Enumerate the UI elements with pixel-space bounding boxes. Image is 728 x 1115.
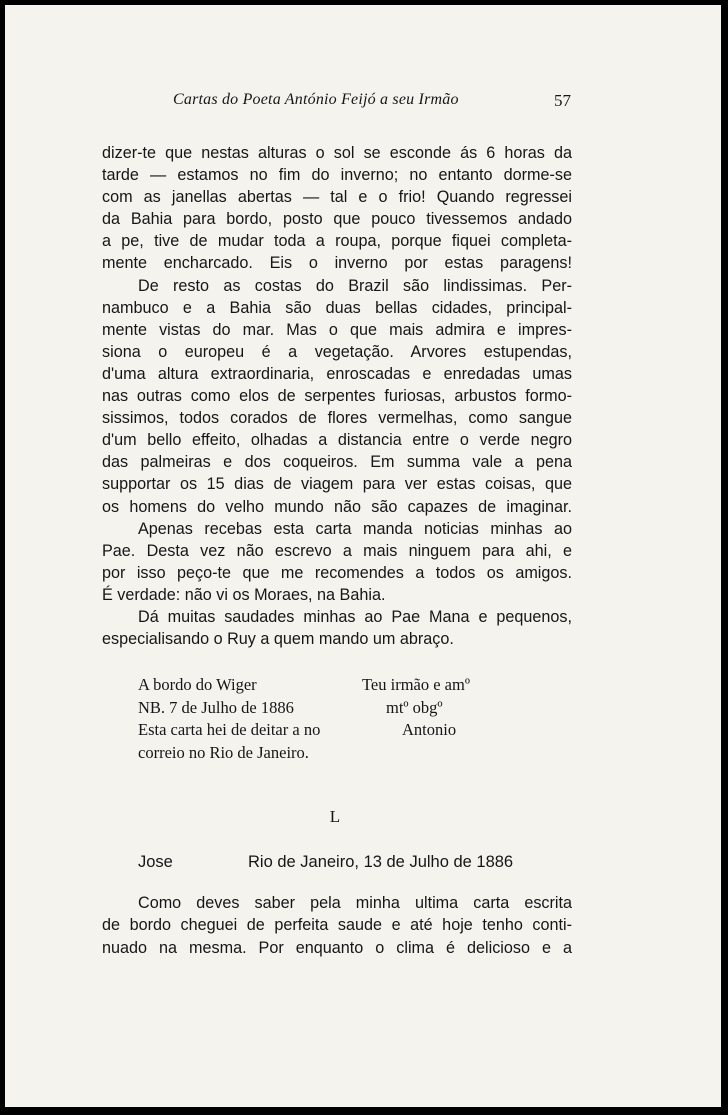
signoff-line: NB. 7 de Julho de 1886 bbox=[138, 697, 294, 717]
signoff-signature bbox=[362, 674, 562, 742]
text-line: nambuco e a Bahia são duas bellas cidades, principal- bbox=[102, 298, 572, 317]
text-line: De resto as costas do Brazil são lindissimas. Per- bbox=[138, 276, 572, 295]
text-line: d'uma altura extraordinaria, enroscadas e enredadas umas bbox=[102, 364, 572, 383]
text-line: os homens do velho mundo não são capazes de imaginar. bbox=[102, 497, 572, 516]
signoff-place-date bbox=[138, 674, 368, 764]
text-line: nuado na mesma. Por enquanto o clima é delicioso e a bbox=[102, 938, 572, 957]
text-line: por isso peço-te que me recomendes a todos os amigos. bbox=[102, 563, 572, 582]
text-line: Apenas recebas esta carta manda noticias minhas ao bbox=[138, 519, 572, 538]
text-line: Como deves saber pela minha ultima carta escrita bbox=[138, 894, 572, 912]
text-line: nas outras como elos de serpentes furiosas, arbustos formo- bbox=[102, 387, 572, 406]
signoff-line: Esta carta hei de deitar a no bbox=[138, 720, 321, 739]
text-line: mente encharcado. Eis o inverno por estas paragens! bbox=[102, 254, 572, 273]
letter-place-date: Rio de Janeiro, 13 de Julho de 1886 bbox=[248, 853, 514, 871]
signoff-line: Teu irmão e amº bbox=[362, 675, 470, 694]
text-line: a pe, tive de mudar toda a roupa, porque fiquei completa- bbox=[102, 232, 572, 251]
text-line: de bordo cheguei de perfeita saude e até hoje tenho conti- bbox=[102, 916, 572, 935]
letter-number: L bbox=[329, 807, 341, 826]
text-line: especialisando o Ruy a quem mando um abraço. bbox=[102, 630, 454, 649]
text-line: das palmeiras e dos coqueiros. Em summa vale a pena bbox=[102, 453, 572, 472]
text-line: siona o europeu é a vegetação. Arvores estupendas, bbox=[102, 342, 572, 361]
letter-recipient: Jose bbox=[138, 853, 173, 871]
text-line: dizer-te que nestas alturas o sol se esconde ás 6 horas da bbox=[102, 144, 572, 162]
signoff-line: A bordo do Wiger bbox=[138, 675, 257, 694]
book-page bbox=[5, 5, 721, 1107]
signoff-line: Antonio bbox=[402, 720, 457, 739]
text-line: tarde — estamos no fim do inverno; no entanto dorme-se bbox=[102, 166, 572, 185]
text-line: d'um bello effeito, olhadas a distancia entre o verde negro bbox=[102, 431, 572, 450]
text-line: supportar os 15 dias de viagem para ver estas coisas, que bbox=[102, 475, 572, 494]
letter-body-continued bbox=[102, 142, 572, 650]
text-line: Pae. Desta vez não escrevo a mais ninguem para ahi, e bbox=[102, 541, 572, 560]
text-line: com as janellas abertas — tal e o frio! Quando regressei bbox=[102, 188, 572, 207]
text-line: mente vistas do mar. Mas o que mais admira e impres- bbox=[102, 320, 572, 339]
text-line: É verdade: não vi os Moraes, na Bahia. bbox=[102, 585, 386, 604]
text-line: sissimos, todos corados de flores vermelhas, como sangue bbox=[102, 409, 572, 428]
page-number: 57 bbox=[554, 91, 571, 110]
text-line: Dá muitas saudades minhas ao Pae Mana e pequenos, bbox=[138, 607, 572, 626]
running-head bbox=[5, 91, 721, 115]
text-line: da Bahia para bordo, posto que pouco tivessemos andado bbox=[102, 210, 572, 229]
running-head-title: Cartas do Poeta António Feijó a seu Irmão bbox=[173, 91, 459, 108]
signoff-line: correio no Rio de Janeiro. bbox=[138, 742, 309, 762]
signoff-line: mtº obgº bbox=[386, 697, 443, 717]
new-letter-body bbox=[102, 892, 572, 959]
